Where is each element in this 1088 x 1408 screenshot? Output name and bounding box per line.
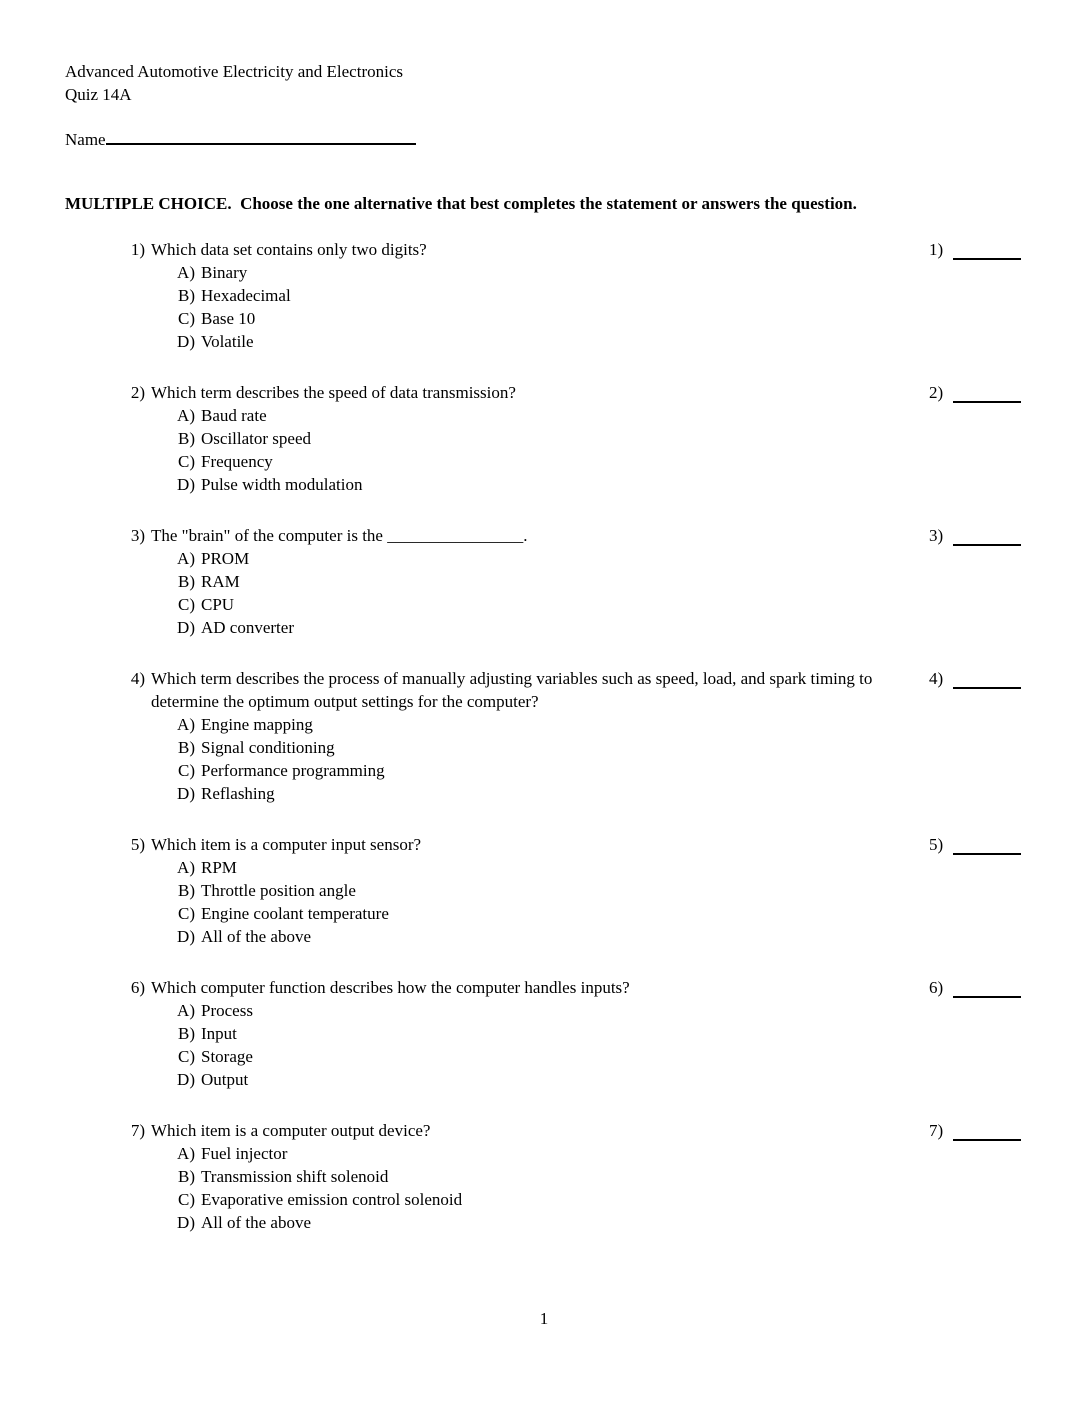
option-text: Process [201, 1001, 253, 1020]
option-d [169, 925, 911, 948]
option-a [169, 856, 911, 879]
option-c [169, 1188, 911, 1211]
option-text: RAM [201, 572, 240, 591]
question-5-stem [127, 833, 911, 856]
option-label: B) [178, 881, 195, 900]
option-label: B) [178, 1024, 195, 1043]
option-label: A) [177, 858, 195, 877]
answer-blank-line[interactable] [953, 1119, 1021, 1141]
option-label: A) [177, 1144, 195, 1163]
question-4-stem [127, 667, 911, 713]
option-text: AD converter [201, 618, 294, 637]
question-4-answer-slot [929, 667, 1025, 805]
question-1-answer-slot [929, 238, 1025, 353]
question-number: 2) [130, 383, 145, 402]
option-label: D) [177, 1070, 195, 1089]
question-number: 5) [130, 835, 145, 854]
answer-number: 4) [929, 669, 944, 688]
option-label: D) [177, 1213, 195, 1232]
question-6-body [127, 976, 911, 1091]
option-a [169, 547, 911, 570]
option-text: Transmission shift solenoid [201, 1167, 389, 1186]
page-number: 1 [539, 1309, 549, 1328]
option-d [169, 616, 911, 639]
option-label: B) [178, 1167, 195, 1186]
question-6-stem [127, 976, 911, 999]
question-7-answer-slot [929, 1119, 1025, 1234]
quiz-title: Quiz 14A [65, 85, 132, 104]
question-4-options [127, 713, 911, 805]
question-number: 1) [130, 240, 145, 259]
option-text: Binary [201, 263, 248, 282]
option-d [169, 473, 911, 496]
option-label: B) [178, 286, 195, 305]
option-c [169, 307, 911, 330]
option-label: A) [177, 549, 195, 568]
option-text: Engine mapping [201, 715, 313, 734]
option-text: Frequency [201, 452, 273, 471]
option-label: B) [178, 738, 195, 757]
option-label: C) [178, 1190, 195, 1209]
answer-blank-line[interactable] [953, 381, 1021, 403]
option-c [169, 1045, 911, 1068]
option-d [169, 330, 911, 353]
question-2-body [127, 381, 911, 496]
course-title: Advanced Automotive Electricity and Electronics [65, 62, 403, 81]
answer-blank-line[interactable] [953, 667, 1021, 689]
option-label: A) [177, 406, 195, 425]
question-1 [127, 238, 1025, 353]
option-label: C) [178, 309, 195, 328]
name-label: Name [65, 130, 106, 149]
question-5 [127, 833, 1025, 948]
question-6-answer-slot [929, 976, 1025, 1091]
answer-number: 5) [929, 835, 944, 854]
question-text: Which item is a computer output device? [151, 1121, 431, 1140]
question-text: Which term describes the speed of data transmission? [151, 383, 516, 402]
question-3-body [127, 524, 911, 639]
answer-blank-line[interactable] [953, 833, 1021, 855]
option-text: Evaporative emission control solenoid [201, 1190, 463, 1209]
answer-blank-line[interactable] [953, 976, 1021, 998]
answer-blank-line[interactable] [953, 238, 1021, 260]
question-1-body [127, 238, 911, 353]
option-c [169, 593, 911, 616]
question-1-stem [127, 238, 911, 261]
question-6-options [127, 999, 911, 1091]
option-label: C) [178, 761, 195, 780]
option-text: Oscillator speed [201, 429, 311, 448]
option-label: D) [177, 475, 195, 494]
answer-number: 6) [929, 978, 944, 997]
option-a [169, 261, 911, 284]
question-2-answer-slot [929, 381, 1025, 496]
question-number: 6) [130, 978, 145, 997]
document-header [65, 60, 1025, 106]
option-text: All of the above [201, 1213, 311, 1232]
question-2-stem [127, 381, 911, 404]
option-a [169, 999, 911, 1022]
option-b [169, 570, 911, 593]
question-list [65, 238, 1025, 1234]
question-3-answer-slot [929, 524, 1025, 639]
question-text: Which term describes the process of manually adjusting variables such as speed, load, and spark timing to determine the optimum output settings for the computer? [151, 669, 873, 711]
question-6 [127, 976, 1025, 1091]
answer-number: 7) [929, 1121, 944, 1140]
question-5-answer-slot [929, 833, 1025, 948]
option-text: All of the above [201, 927, 311, 946]
answer-blank-line[interactable] [953, 524, 1021, 546]
option-text: RPM [201, 858, 237, 877]
option-b [169, 284, 911, 307]
option-c [169, 759, 911, 782]
question-text: The "brain" of the computer is the ________________. [151, 526, 528, 545]
question-number: 3) [130, 526, 145, 545]
question-2 [127, 381, 1025, 496]
question-4-body [127, 667, 911, 805]
question-3-options [127, 547, 911, 639]
instructions: MULTIPLE CHOICE. Choose the one alternative that best completes the statement or answers the question. [65, 194, 857, 213]
option-label: C) [178, 452, 195, 471]
option-text: PROM [201, 549, 250, 568]
option-text: Baud rate [201, 406, 267, 425]
option-text: Engine coolant temperature [201, 904, 389, 923]
option-label: A) [177, 1001, 195, 1020]
option-text: Throttle position angle [201, 881, 356, 900]
option-label: C) [178, 1047, 195, 1066]
option-d [169, 782, 911, 805]
question-3 [127, 524, 1025, 639]
question-7-body [127, 1119, 911, 1234]
option-text: Fuel injector [201, 1144, 288, 1163]
option-label: D) [177, 927, 195, 946]
option-text: Signal conditioning [201, 738, 335, 757]
option-b [169, 1022, 911, 1045]
question-7-options [127, 1142, 911, 1234]
option-b [169, 736, 911, 759]
option-d [169, 1068, 911, 1091]
question-number: 7) [130, 1121, 145, 1140]
question-5-body [127, 833, 911, 948]
option-a [169, 1142, 911, 1165]
question-2-options [127, 404, 911, 496]
option-label: D) [177, 784, 195, 803]
option-text: Volatile [201, 332, 254, 351]
question-7-stem [127, 1119, 911, 1142]
question-text: Which computer function describes how the computer handles inputs? [151, 978, 630, 997]
option-label: A) [177, 715, 195, 734]
option-label: C) [178, 904, 195, 923]
option-d [169, 1211, 911, 1234]
option-label: B) [178, 572, 195, 591]
question-3-stem [127, 524, 911, 547]
option-label: D) [177, 332, 195, 351]
option-text: Pulse width modulation [201, 475, 363, 494]
option-text: Output [201, 1070, 249, 1089]
option-text: Input [201, 1024, 237, 1043]
option-c [169, 902, 911, 925]
option-c [169, 450, 911, 473]
option-a [169, 713, 911, 736]
question-number: 4) [130, 669, 145, 688]
option-label: A) [177, 263, 195, 282]
option-b [169, 879, 911, 902]
question-text: Which data set contains only two digits? [151, 240, 427, 259]
option-text: CPU [201, 595, 235, 614]
option-a [169, 404, 911, 427]
option-b [169, 1165, 911, 1188]
option-label: B) [178, 429, 195, 448]
question-4 [127, 667, 1025, 805]
name-row [65, 125, 1025, 151]
answer-number: 3) [929, 526, 944, 545]
option-label: D) [177, 618, 195, 637]
answer-number: 2) [929, 383, 944, 402]
option-text: Reflashing [201, 784, 275, 803]
name-blank-line[interactable] [106, 125, 416, 145]
question-7 [127, 1119, 1025, 1234]
option-text: Storage [201, 1047, 253, 1066]
question-1-options [127, 261, 911, 353]
option-b [169, 427, 911, 450]
option-label: C) [178, 595, 195, 614]
question-5-options [127, 856, 911, 948]
answer-number: 1) [929, 240, 944, 259]
option-text: Base 10 [201, 309, 256, 328]
option-text: Performance programming [201, 761, 385, 780]
option-text: Hexadecimal [201, 286, 291, 305]
question-text: Which item is a computer input sensor? [151, 835, 422, 854]
